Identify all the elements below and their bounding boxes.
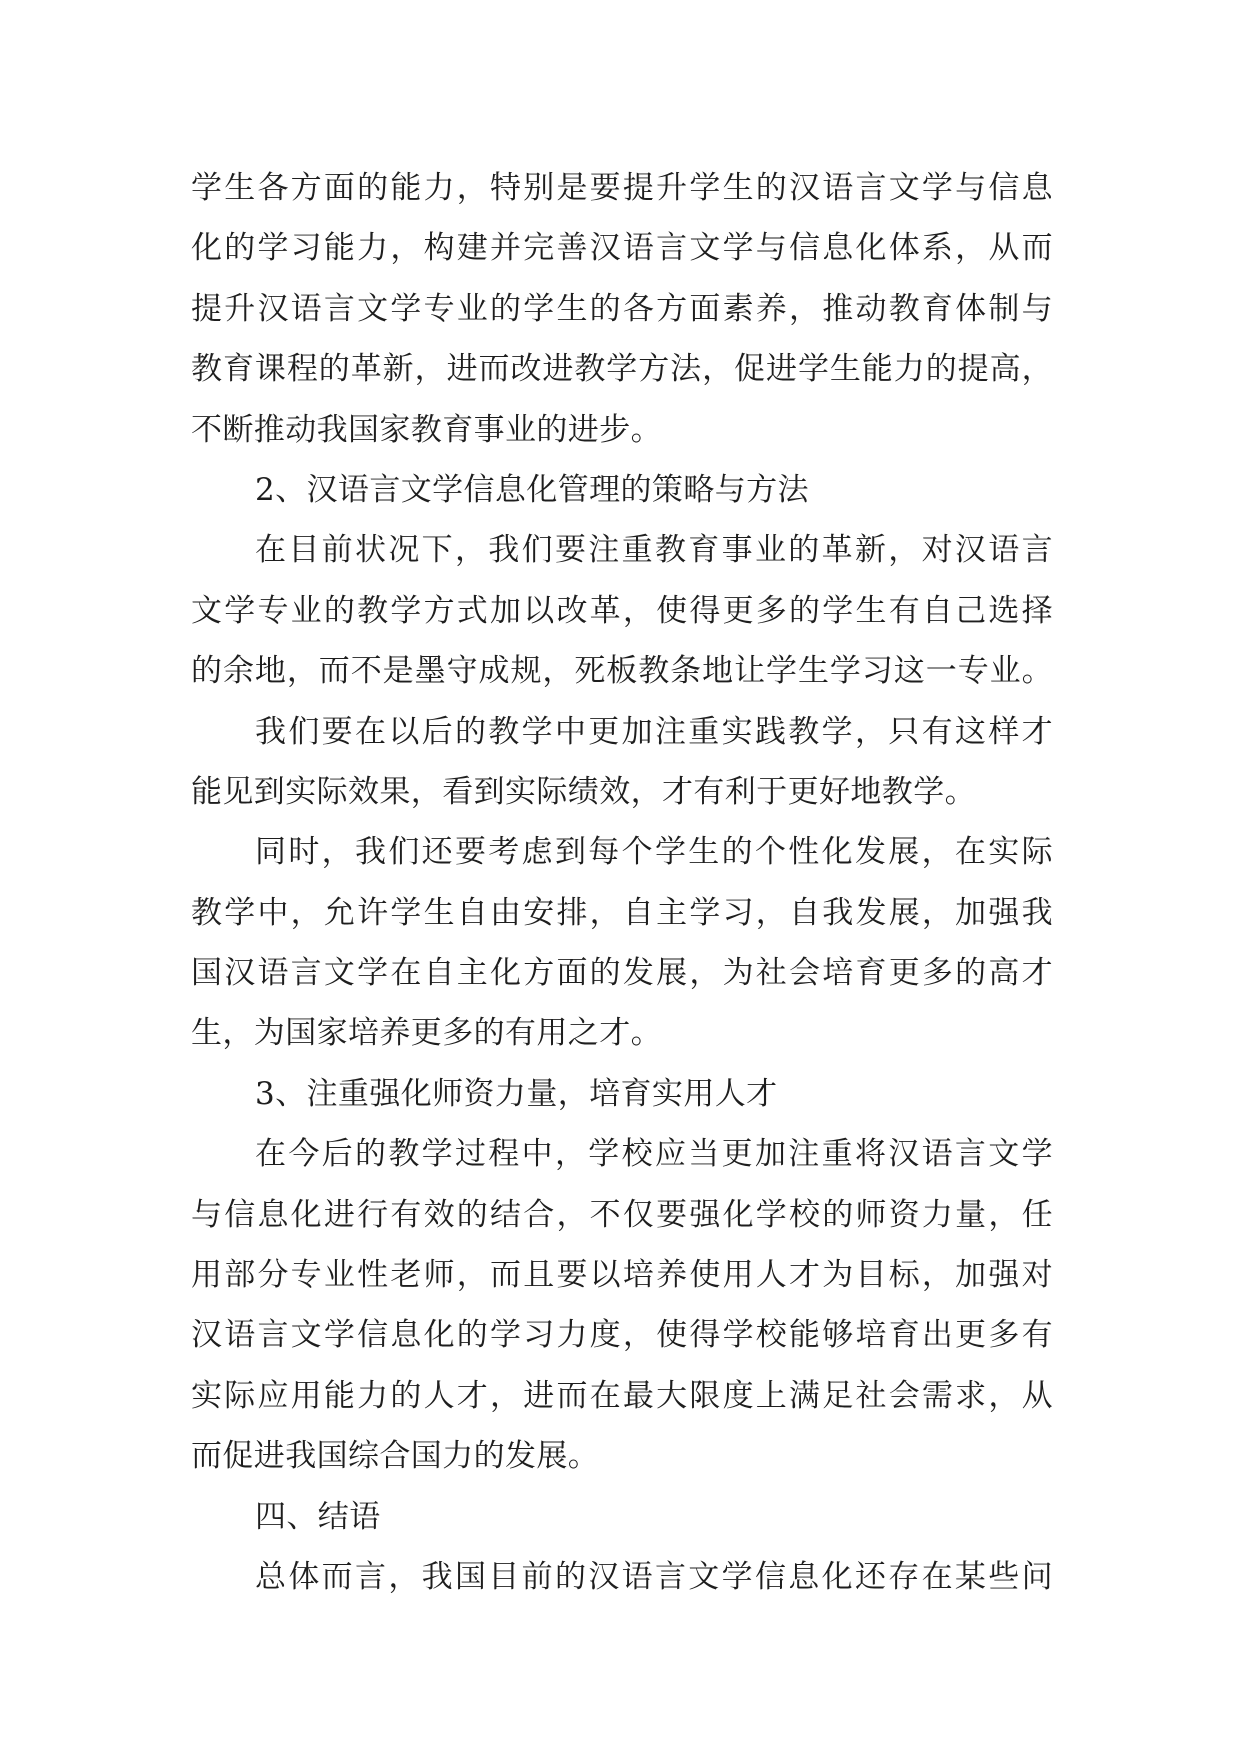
text-line: 不断推动我国家教育事业的进步。: [191, 411, 662, 448]
text-line: 实际应用能力的人才，进而在最大限度上满足社会需求，从: [191, 1377, 1053, 1414]
text-line: 我们要在以后的教学中更加注重实践教学，只有这样才: [255, 713, 1053, 750]
text-line: 在今后的教学过程中，学校应当更加注重将汉语言文学: [255, 1136, 1053, 1173]
text-line: 文学专业的教学方式加以改革，使得更多的学生有自己选择: [191, 592, 1053, 629]
text-line: 的余地，而不是墨守成规，死板教条地让学生学习这一专业。: [191, 653, 1053, 690]
text-line: 化的学习能力，构建并完善汉语言文学与信息化体系，从而: [191, 230, 1053, 267]
text-line: 而促进我国综合国力的发展。: [191, 1438, 600, 1475]
text-line: 教学中，允许学生自由安排，自主学习，自我发展，加强我: [191, 894, 1053, 931]
text-line: 在目前状况下，我们要注重教育事业的革新，对汉语言: [255, 532, 1053, 569]
text-line: 与信息化进行有效的结合，不仅要强化学校的师资力量，任: [191, 1196, 1053, 1233]
section-heading: 3、注重强化师资力量，培育实用人才: [255, 1075, 778, 1112]
text-line: 汉语言文学信息化的学习力度，使得学校能够培育出更多有: [191, 1317, 1053, 1354]
text-line: 生，为国家培养更多的有用之才。: [191, 1015, 662, 1052]
text-line: 教育课程的革新，进而改进教学方法，促进学生能力的提高，: [191, 351, 1053, 388]
body-text: [191, 158, 1053, 1607]
text-line: 能见到实际效果，看到实际绩效，才有利于更好地教学。: [191, 773, 976, 810]
text-line: 用部分专业性老师，而且要以培养使用人才为目标，加强对: [191, 1257, 1053, 1294]
text-line: 国汉语言文学在自主化方面的发展，为社会培育更多的高才: [191, 955, 1053, 992]
section-heading: 四、结语: [255, 1498, 381, 1535]
text-line: 提升汉语言文学专业的学生的各方面素养，推动教育体制与: [191, 290, 1053, 327]
text-line: 学生各方面的能力，特别是要提升学生的汉语言文学与信息: [191, 170, 1053, 206]
section-heading: 2、汉语言文学信息化管理的策略与方法: [255, 471, 809, 508]
text-line: 同时，我们还要考虑到每个学生的个性化发展，在实际: [255, 834, 1053, 871]
text-line: 总体而言，我国目前的汉语言文学信息化还存在某些问: [255, 1558, 1053, 1595]
